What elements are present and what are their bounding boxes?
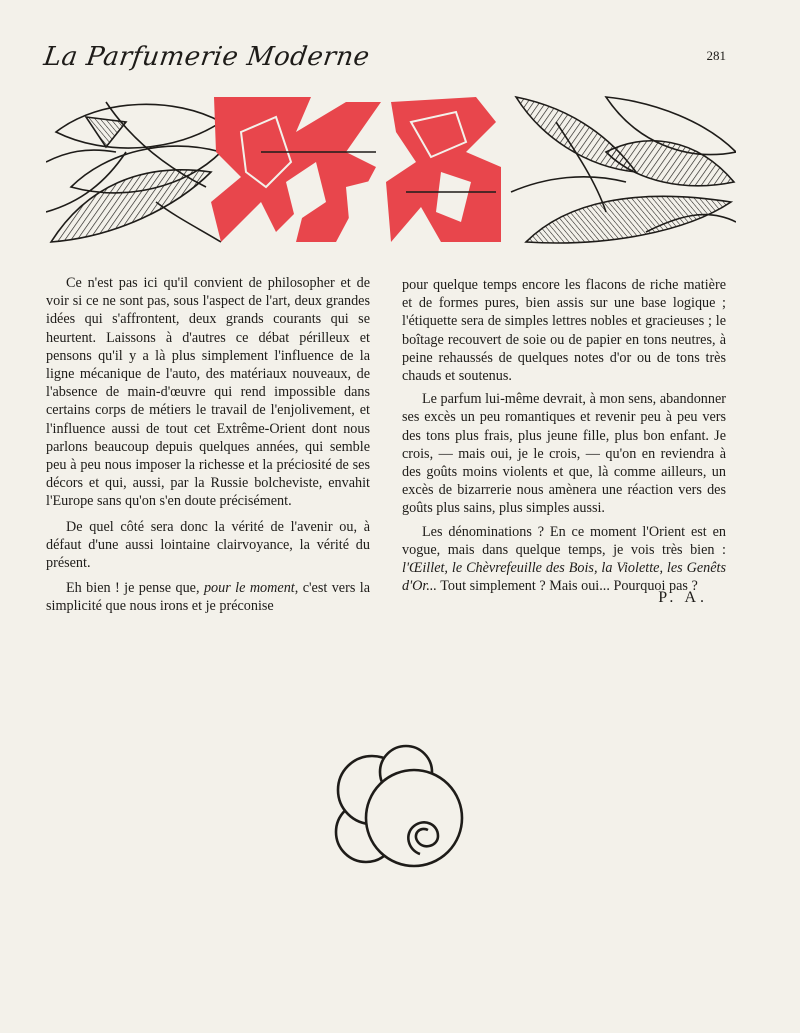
paragraph <box>46 579 370 615</box>
left-leaves <box>46 102 221 242</box>
text-run: Eh bien ! je pense que, <box>66 580 204 597</box>
emphasis-text: l'Œillet, le Chèvrefeuille des Bois, la Violette, les Genêts d'Or... <box>402 560 726 595</box>
page-header <box>41 38 734 78</box>
article-right-column <box>402 276 726 608</box>
art-deco-floral-banner-icon <box>46 92 736 247</box>
page-number: 281 <box>706 48 726 63</box>
paragraph: pour quelque temps encore les flacons de riche matière et de formes pures, bien assis sur une base logique ; l'étiquette sera de simples lettres nobles et gracieuses ; le boîtage recouvert de soie ou de papier en tons neutres, à peine rehaussés de quelques notes d'or ou de tons très chauds et soutenus. <box>402 277 726 385</box>
author-signature: P. A. <box>658 589 708 607</box>
right-leaves <box>511 97 736 243</box>
text-run: Tout simplement ? Mais oui... Pourquoi pas ? <box>436 578 698 595</box>
paragraph <box>402 523 726 596</box>
article-left-column <box>46 274 370 616</box>
emphasis-text: pour le moment <box>203 580 295 597</box>
central-red-motif <box>211 97 501 242</box>
paragraph: Le parfum lui-même devrait, à mon sens, abandonner ses excès un peu romantiques et revenir peu à peu vers des tons plus frais, plus jeune fille, plus bon enfant. Je crois, — mais oui, je le crois, — qu'on en reviendra à des goûts moins violents et que, là comme ailleurs, un excès de bizarrerie nous amènera une réaction vers des goûts plus sains, plus simples aussi. <box>402 391 726 517</box>
shell-ornament-icon <box>328 738 464 870</box>
masthead-title: La Parfumerie Moderne <box>41 42 372 72</box>
text-run: Les dénominations ? En ce moment l'Orient est en vogue, mais dans quelque temps, je vois très bien : <box>402 523 726 558</box>
paragraph: Ce n'est pas ici qu'il convient de philosopher et de voir si ce ne sont pas, sous l'aspect de l'art, deux grandes idées qui s'affrontent, deux grands courants qui se heurtent. Laissons à d'autres ce débat périlleux et pensons qu'il y a là plus simplement l'influence de la ligne mécanique de l'auto, des matériaux nouveaux, de l'absence de main-d'œuvre qui rend impossible dans certains corps de métiers le travail de l'enjolivement, et l'influence aussi de tout cet Extrême-Orient dont nous parlons beaucoup depuis quelques années, qui semble peu à peu nous imposer la richesse et la préciosité de ses décors et qui, aussi, par la Russie bolcheviste, envahit l'Europe sans qu'on s'en doute précisément. <box>46 275 370 510</box>
text-run: , c'est vers la simplicité que nous irons et je préconise <box>46 580 370 615</box>
paragraph: De quel côté sera donc la vérité de l'avenir ou, à défaut d'une aussi lointaine clairvoyance, la vérité du présent. <box>46 518 370 572</box>
